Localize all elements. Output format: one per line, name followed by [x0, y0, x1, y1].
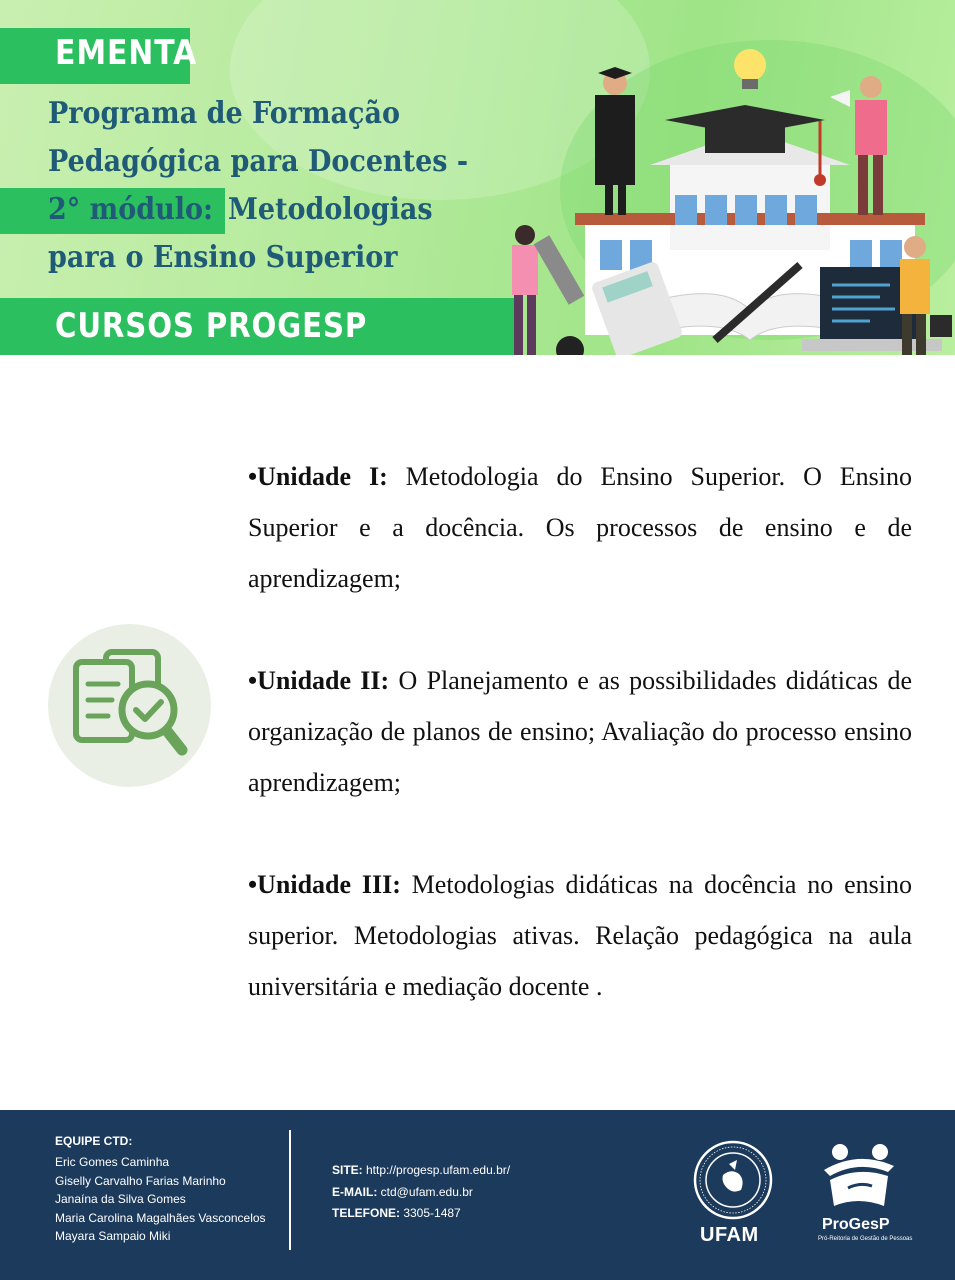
- phone-value: 3305-1487: [400, 1206, 461, 1220]
- page-title-line-2: Pedagógica para Docentes -: [48, 144, 469, 179]
- progesp-subtitle: Pró-Reitoria de Gestão de Pessoas: [818, 1236, 913, 1242]
- team-member: Maria Carolina Magalhães Vasconcelos: [55, 1210, 266, 1225]
- footer-divider: [289, 1130, 291, 1250]
- team-member: Janaína da Silva Gomes: [55, 1192, 186, 1206]
- team-member: Eric Gomes Caminha: [55, 1155, 170, 1169]
- site-link[interactable]: http://progesp.ufam.edu.br/: [362, 1163, 511, 1177]
- contact-info: [332, 1160, 510, 1225]
- unit-2-label: •Unidade II:: [248, 666, 390, 695]
- unit-1: [248, 451, 912, 604]
- document-check-icon: [48, 624, 211, 787]
- email-label: E-MAIL:: [332, 1184, 378, 1199]
- phone-label: TELEFONE:: [332, 1206, 400, 1220]
- unit-1-label: •Unidade I:: [248, 462, 388, 491]
- page-title-line-3a: 2° módulo:: [48, 192, 214, 227]
- progesp-logo-icon: [818, 1140, 898, 1212]
- progesp-label: ProGesP: [822, 1216, 890, 1233]
- unit-2-text: O Planejamento e as possibilidades didáticas de organização de planos de ensino; Avaliação do processo ensino aprendizagem;: [248, 666, 912, 797]
- unit-3-label: •Unidade III:: [248, 870, 401, 899]
- site-row: [332, 1160, 510, 1182]
- unit-3-text: Metodologias didáticas na docência no ensino superior. Metodologias ativas. Relação pedagógica na aula universitária e mediação docente .: [248, 870, 912, 1001]
- unit-3: [248, 859, 912, 1012]
- team-title: EQUIPE CTD:: [55, 1134, 133, 1148]
- footer: [0, 1110, 955, 1280]
- ementa-label: EMENTA: [55, 33, 198, 73]
- header-banner: [0, 0, 955, 355]
- ufam-label: UFAM: [700, 1224, 759, 1246]
- unit-2: [248, 655, 912, 808]
- page-title-line-1: Programa de Formação: [48, 96, 400, 131]
- unit-1-text: Metodologia do Ensino Superior. O Ensino Superior e a docência. Os processos de ensino e de aprendizagem;: [248, 462, 912, 593]
- page-title-line-4: para o Ensino Superior: [48, 240, 398, 275]
- subtitle-label: CURSOS PROGESP: [55, 306, 368, 346]
- email-row: [332, 1182, 510, 1204]
- team-member: Mayara Sampaio Miki: [55, 1229, 171, 1243]
- team-member: Giselly Carvalho Farias Marinho: [55, 1173, 226, 1188]
- ufam-seal-icon: [693, 1140, 773, 1220]
- email-link[interactable]: ctd@ufam.edu.br: [377, 1184, 473, 1199]
- education-illustration: [490, 35, 955, 355]
- team-list: [55, 1153, 266, 1246]
- phone-row: [332, 1203, 510, 1225]
- site-label: SITE:: [332, 1163, 363, 1177]
- page-title-line-3b: Metodologias: [228, 192, 433, 227]
